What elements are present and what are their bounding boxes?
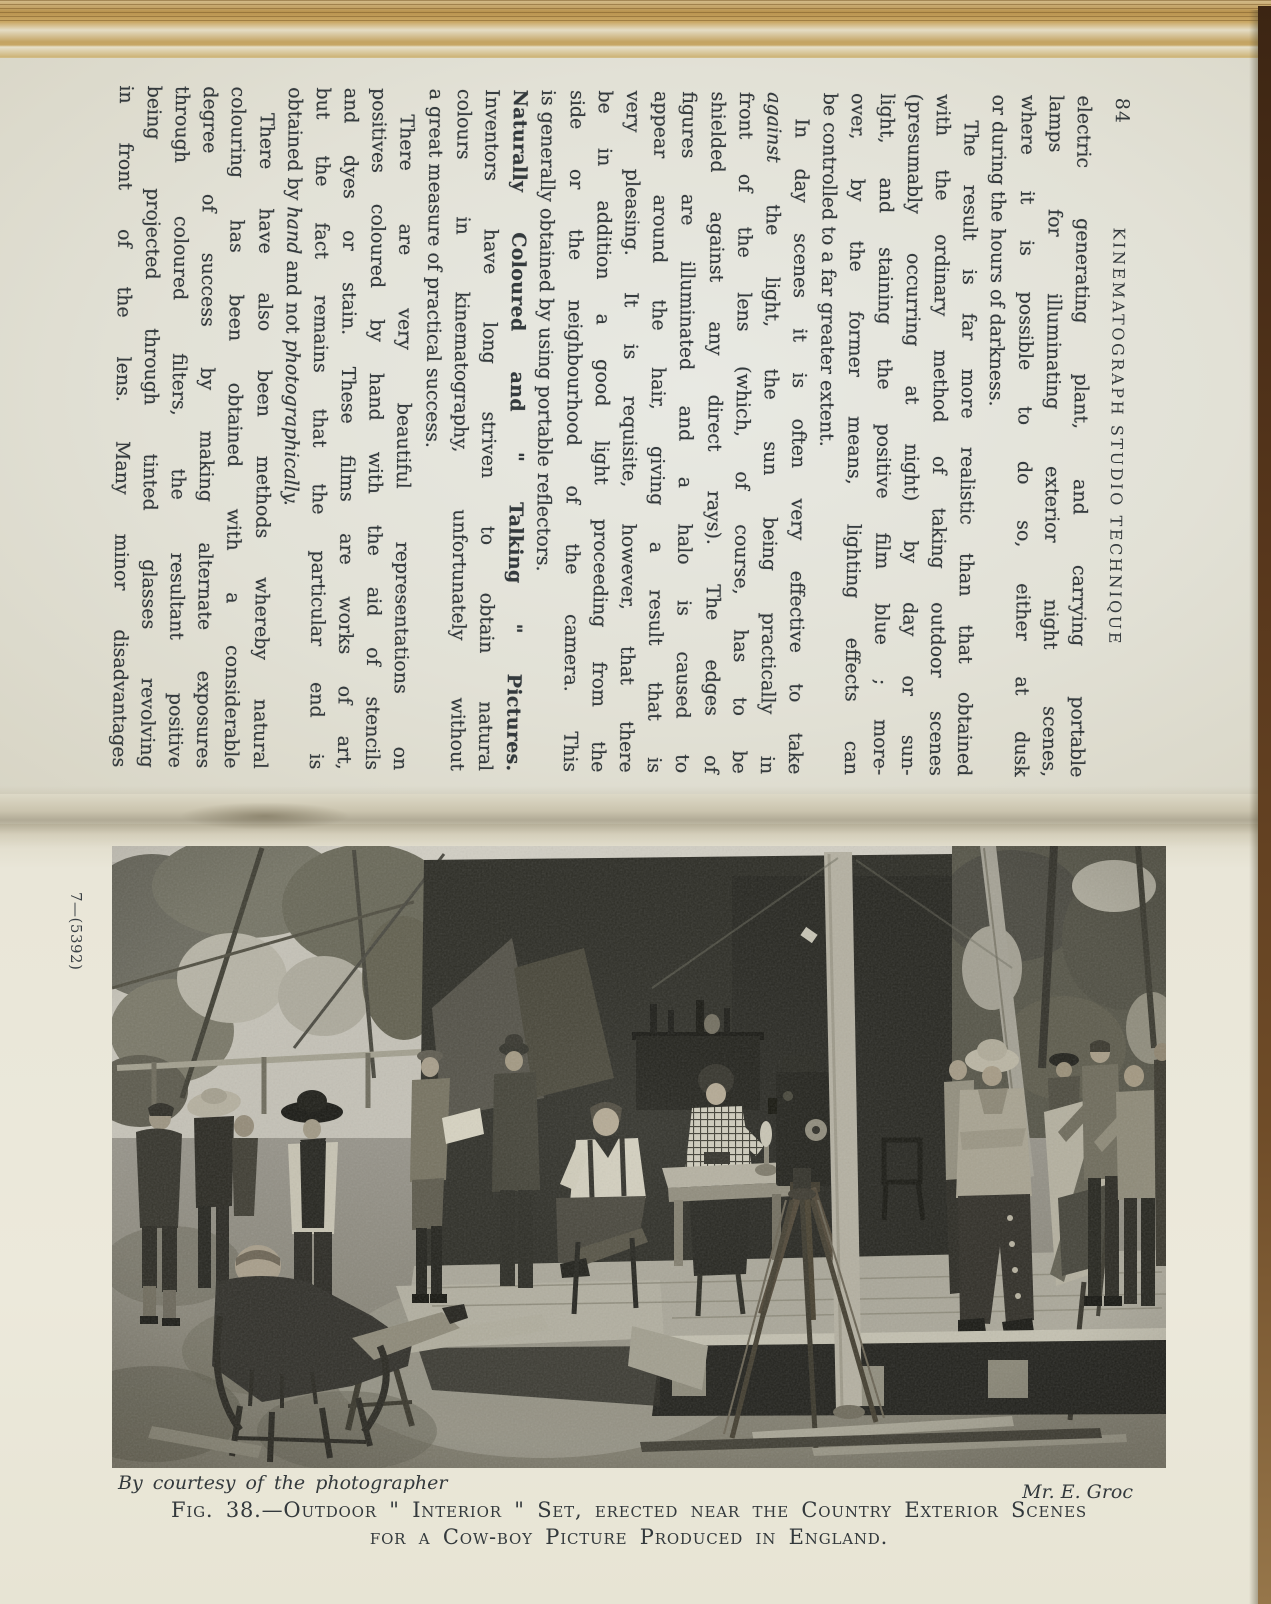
text-line: There are very beautiful representations on [389,114,419,771]
photographer-name: Mr. E. Groc [1022,1481,1133,1503]
text-line: in front of the lens. Many minor disadvantages [107,85,137,768]
figure-photo [112,846,1166,1468]
text-line: electric generating plant, and carrying portable [1065,95,1096,778]
text-line: where it is possible to do so, either at dusk [1009,94,1039,777]
text-line: The result is far more realistic than that obtained [953,120,982,777]
text-line: is generally obtained by using portable reflectors. [532,89,560,572]
text-line: with the ordinary method of taking outdoor scenes [924,93,955,777]
photo-credit: By courtesy of the photographer [118,1472,448,1494]
figure-caption-line-2: for a Cow-boy Picture Produced in England. [369,1525,889,1549]
section-heading: Naturally Coloured and " Talking " Pictures. [502,89,532,772]
page-number: 84 [1110,97,1133,125]
running-head [1096,96,1137,778]
text-line: lamps for illuminating exterior night scenes, [1037,95,1067,778]
text-line: front of the lens (which, of course, has to be [727,91,757,774]
text-line: positives coloured by hand with the aid of stencils [361,87,391,771]
text-line: In day scenes it is often very effective to take [784,118,813,775]
text-line: over, by the former means, lighting effects can [840,92,870,776]
text-line: be controlled to a far greater extent. [815,92,842,447]
text-line: side or the neighbourhood of the camera. This [558,90,588,773]
running-head-title: KINEMATOGRAPH STUDIO TECHNIQUE [1105,227,1129,647]
text-line: and dyes or stain. These films are works of art, [333,87,363,770]
text-line: light, and staining the positive film blue ; more- [868,93,898,776]
text-line: a great measure of practical success. [420,88,447,449]
text-line: through coloured filters, the resultant positive [163,85,194,769]
text-line: shielded against any direct rays). The edges of [699,91,729,774]
book-cover-edge [1258,6,1271,1604]
text-line: but the fact remains that the particular end is [304,87,334,770]
text-line: be in addition a good light proceeding from the [586,90,616,773]
text-line: (presumably occurring at night) by day or sun- [896,93,926,776]
text-line: colours in kinematography, unfortunately without [445,88,475,772]
text-line: obtained by hand and not photographically. [279,87,306,507]
text-line: figures are illuminated and a halo is caused to [671,91,701,774]
text-line: Inventors have long striven to obtain natural [473,89,504,772]
text-line: appear around the hair, giving a result that is [643,90,673,774]
book-gutter-fold [0,786,1258,848]
book-page-edges-top [0,0,1271,60]
text-line: colouring has been obtained with a considerable [220,86,250,769]
text-line: degree of success by making alternate exposures [192,86,222,769]
text-line: being projected through tinted glasses revolving [135,85,165,768]
figure-caption-line-1: Fig. 38.—Outdoor " Interior " Set, erected near the Country Exterior Scenes [171,1498,1087,1522]
text-line: very pleasing. It is requisite, however, that there [614,90,645,773]
rotated-text-block [94,85,1137,778]
printer-signature-mark: 7—(5392) [67,892,85,971]
text-line: There have also been methods whereby natural [248,112,278,769]
text-line: against the light, the sun being practically in [755,92,785,775]
page-edge-shadow [1249,10,1258,1604]
body-text [103,85,1097,777]
text-line: or during the hours of darkness. [985,94,1011,407]
figure-photo-illustration [112,846,1166,1468]
